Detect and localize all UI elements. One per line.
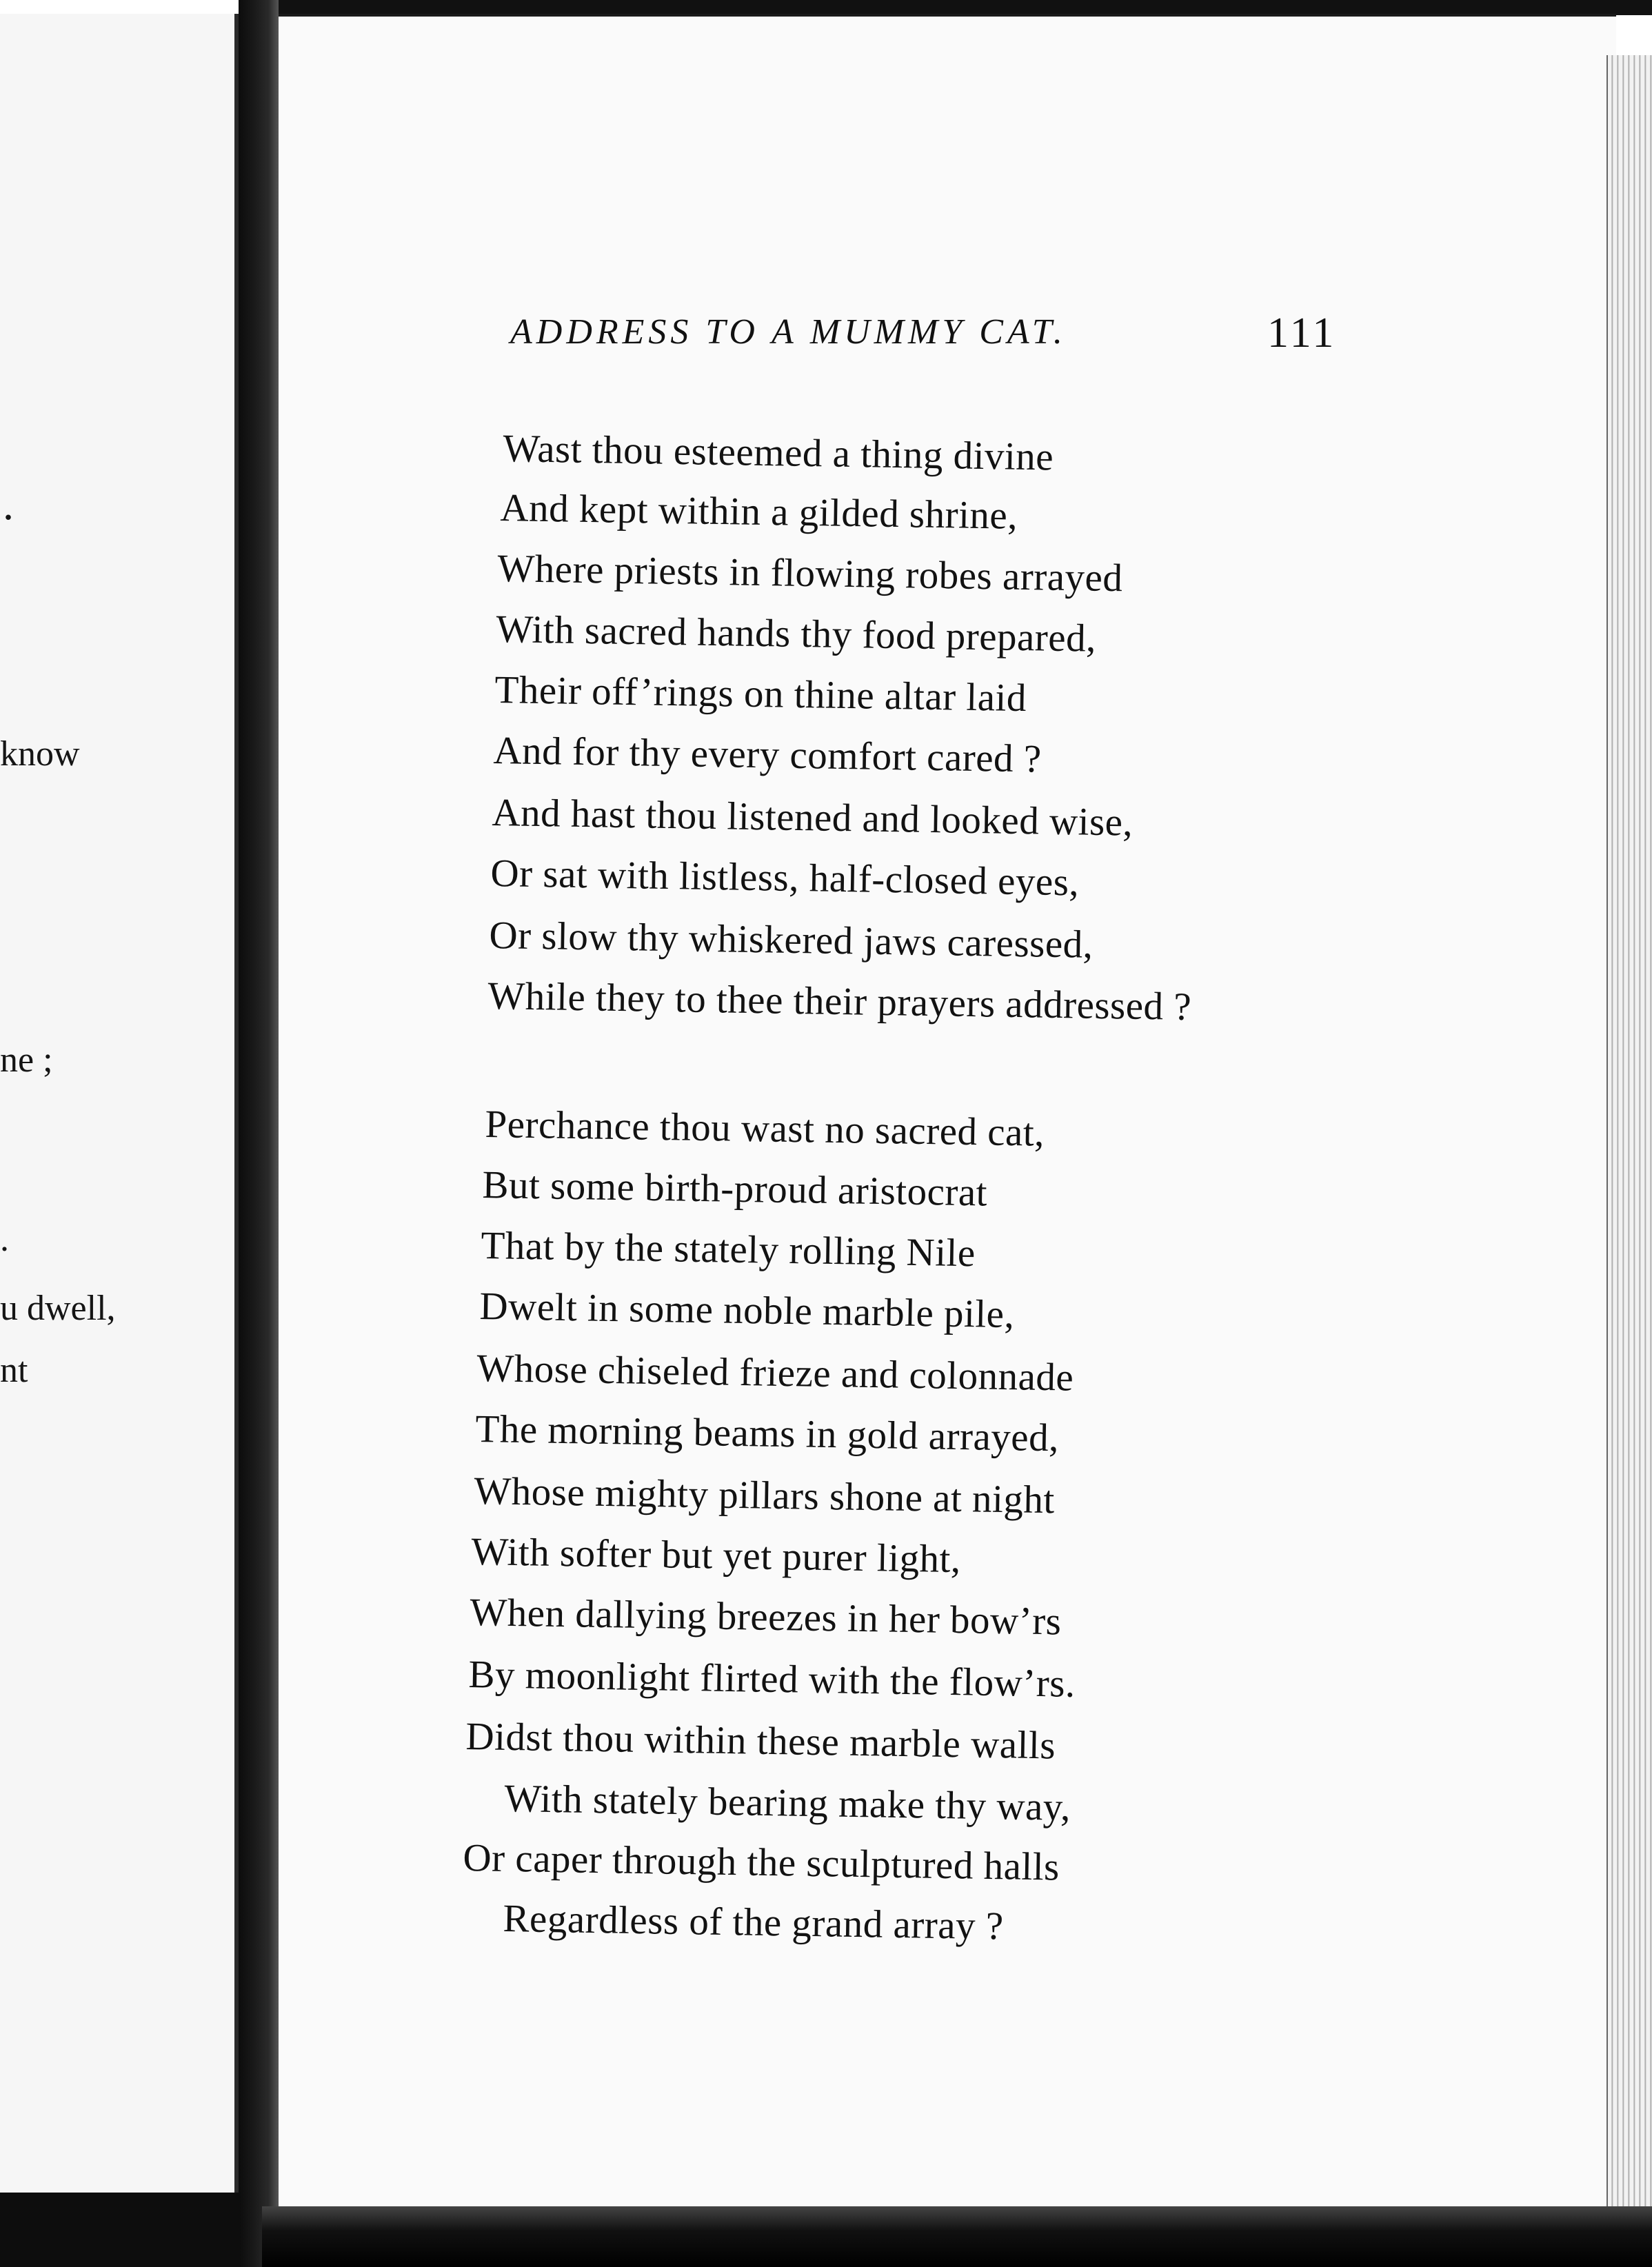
poem-line: The morning beams in gold arrayed, — [475, 1407, 1060, 1460]
bottom-shadow — [262, 2206, 1652, 2267]
running-head: ADDRESS TO A MUMMY CAT. — [510, 312, 1067, 352]
poem-line: That by the stately rolling Nile — [481, 1224, 976, 1276]
poem-line: And for thy every comfort cared ? — [493, 729, 1042, 781]
poem-line: By moonlight flirted with the flow’rs. — [468, 1653, 1076, 1706]
poem-line: Their off’rings on thine altar laid — [494, 668, 1027, 721]
left-page — [0, 14, 239, 2193]
poem-line: Or caper through the sculptured halls — [463, 1836, 1060, 1889]
poem-line: Dwelt in some noble marble pile, — [479, 1284, 1015, 1337]
poem-line: Wast thou esteemed a thing divine — [503, 427, 1054, 479]
poem-line: Regardless of the grand array ? — [503, 1897, 1005, 1948]
book-gutter — [239, 0, 279, 2267]
poem-line: And kept within a gilded shrine, — [500, 486, 1018, 538]
poem-line: When dallying breezes in her bow’rs — [470, 1591, 1062, 1644]
poem-line: Whose mighty pillars shone at night — [474, 1469, 1056, 1522]
poem-line: Or sat with listless, half-closed eyes, — [490, 852, 1080, 905]
poem-line: Or slow thy whiskered jaws caressed, — [489, 914, 1094, 967]
poem-line: And hast thou listened and looked wise, — [492, 791, 1134, 845]
poem-line: With softer but yet purer light, — [471, 1530, 962, 1582]
page-number: 111 — [1267, 310, 1337, 356]
poem-line: Didst thou within these marble walls — [465, 1715, 1056, 1768]
left-fragment: . — [0, 1220, 9, 1259]
poem-line: Perchance thou wast no sacred cat, — [485, 1102, 1045, 1155]
left-bottom-shadow — [0, 2193, 239, 2267]
left-fragment: nt — [0, 1351, 28, 1390]
left-fragment: know — [0, 734, 80, 774]
left-fragment: . — [3, 480, 14, 529]
poem-line: Whose chiseled frieze and colonnade — [476, 1347, 1074, 1400]
poem-line: Where priests in flowing robes arrayed — [497, 547, 1123, 601]
page-edges — [1606, 55, 1652, 2220]
poem-line: While they to thee their prayers addressed ? — [487, 974, 1192, 1029]
poem-line: With stately bearing make thy way, — [504, 1777, 1071, 1829]
poem-line: But some birth-proud aristocrat — [482, 1163, 988, 1215]
poem-line: With sacred hands thy food prepared, — [496, 607, 1097, 661]
left-fragment: u dwell, — [0, 1289, 116, 1328]
left-fragment: ne ; — [0, 1040, 53, 1080]
top-edge-shadow — [279, 0, 1652, 15]
